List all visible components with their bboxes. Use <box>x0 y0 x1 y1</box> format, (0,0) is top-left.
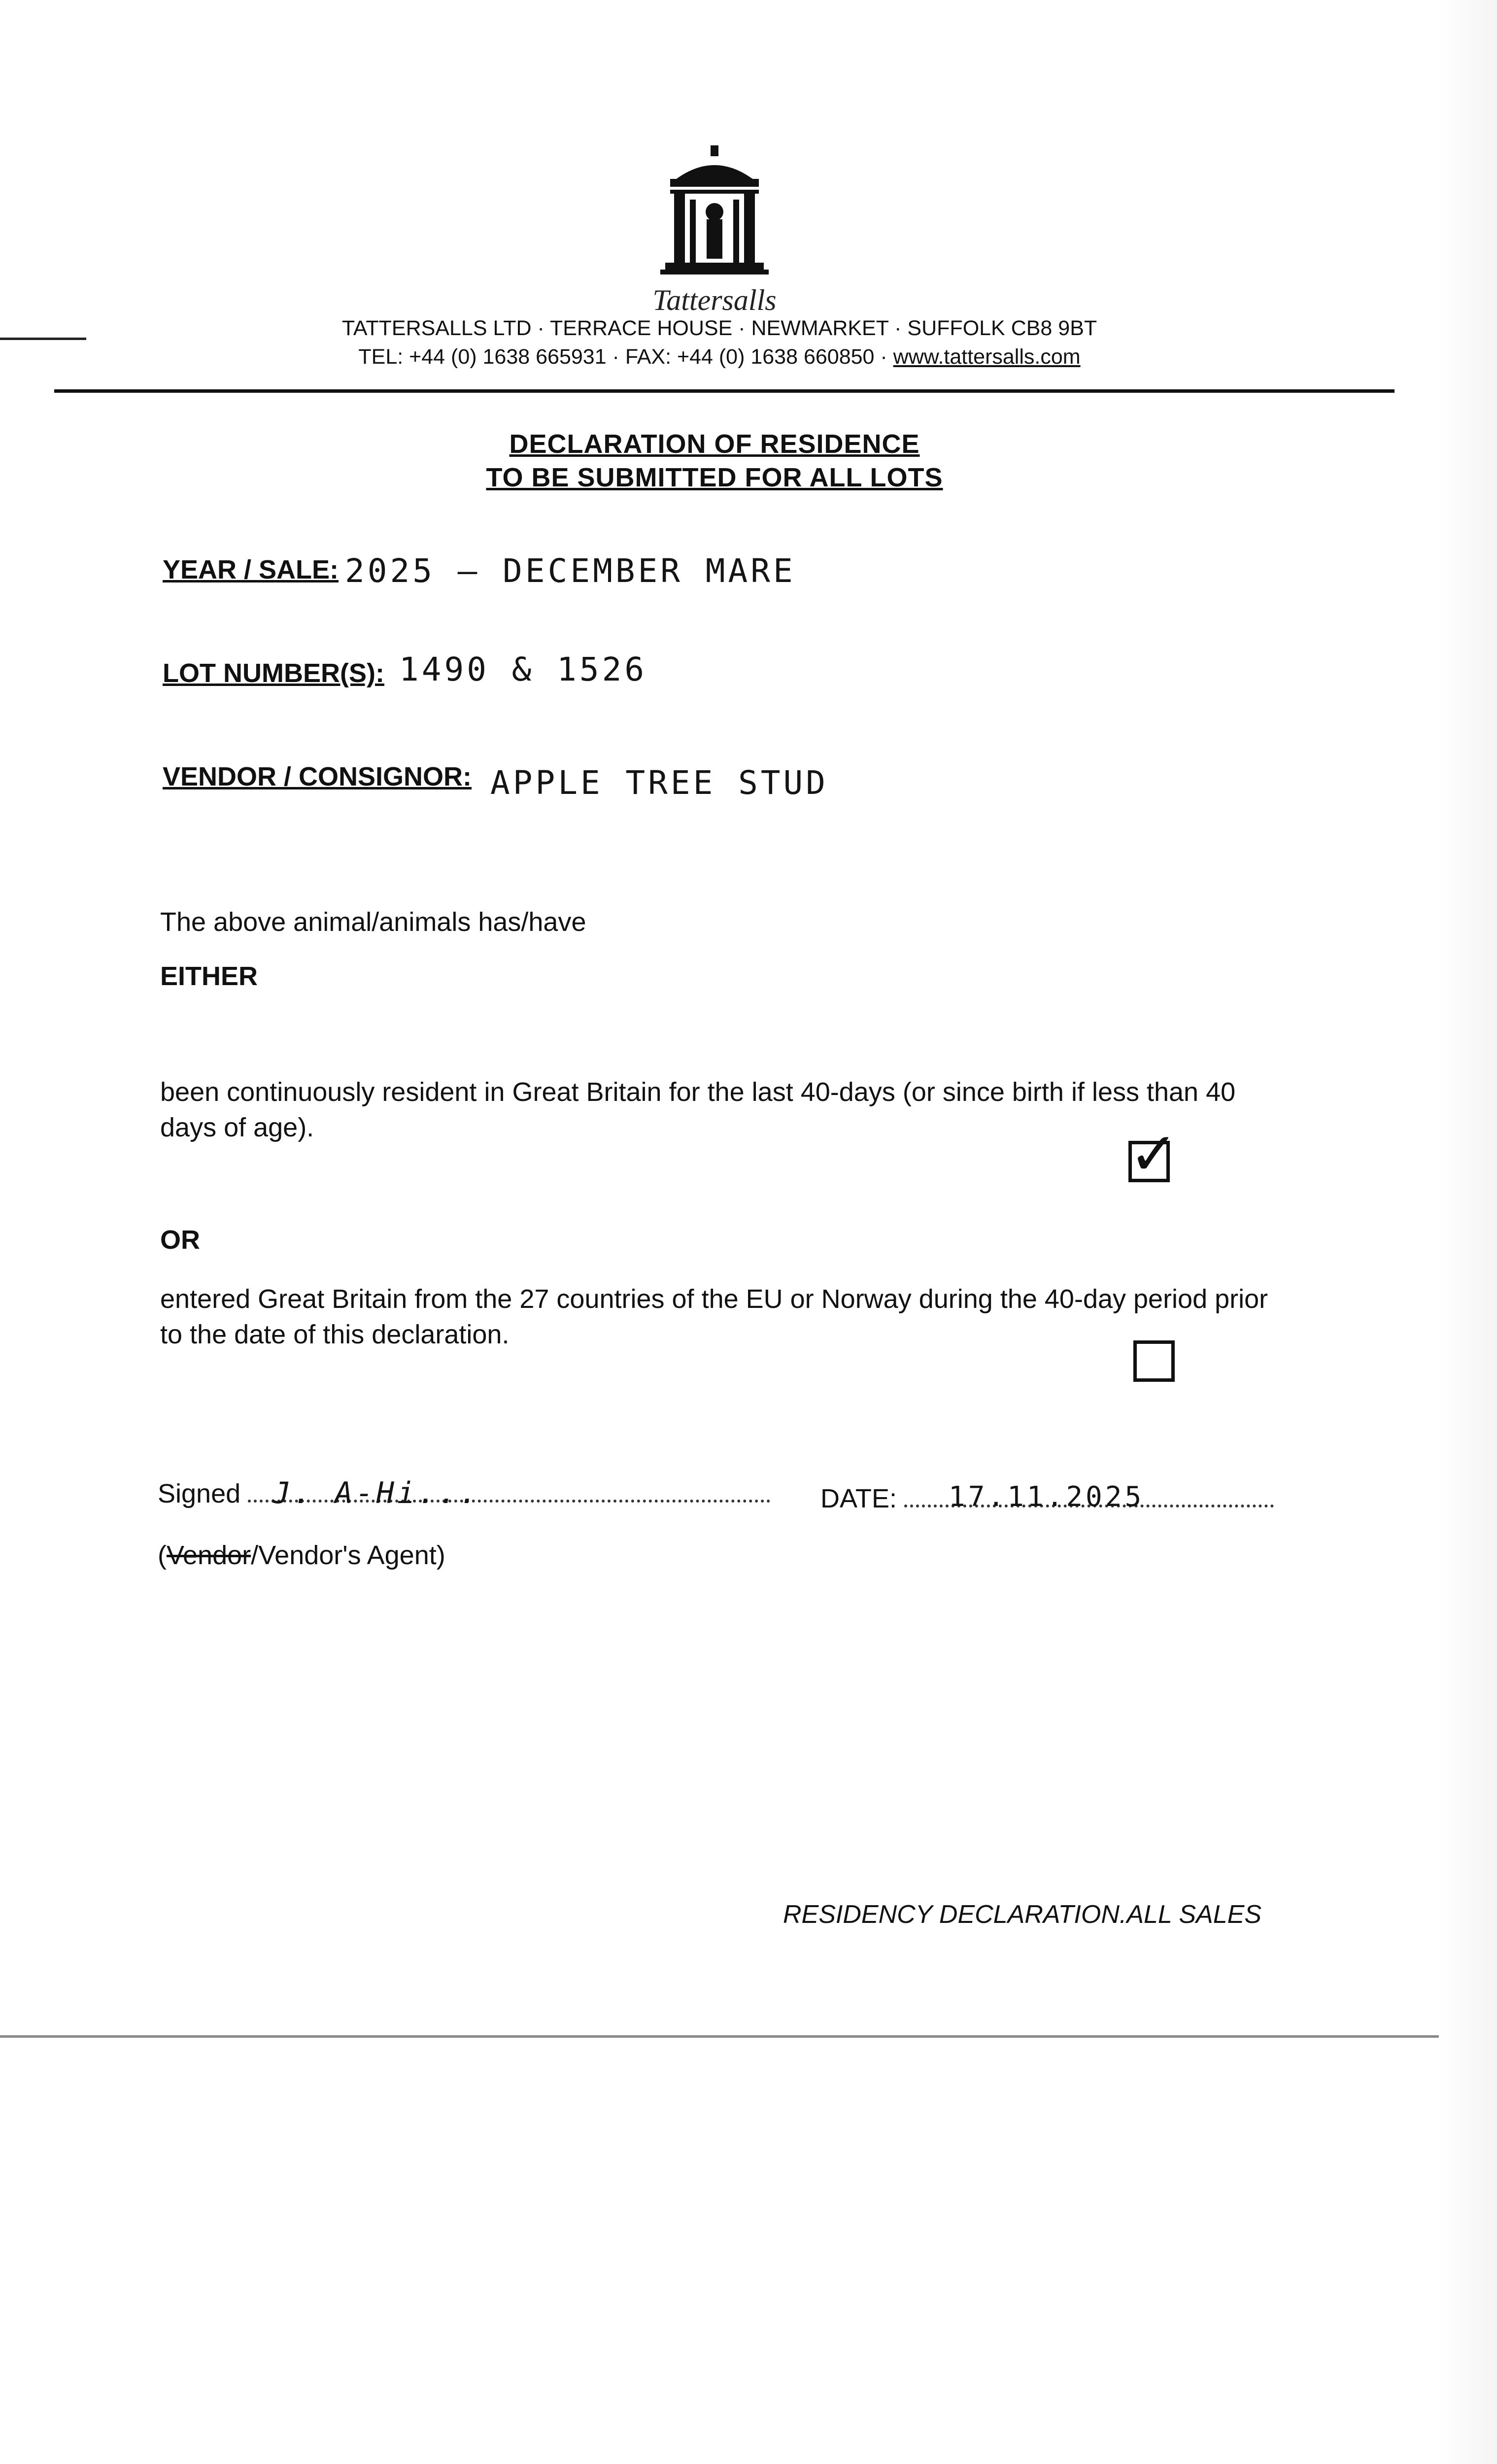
year-sale-label: YEAR / SALE: <box>163 555 339 584</box>
signature-value: J. A-Hi... <box>272 1476 480 1510</box>
year-sale-value[interactable]: 2025 – DECEMBER MARE <box>345 552 796 590</box>
document-title: DECLARATION OF RESIDENCE <box>509 429 920 459</box>
vendor-label: VENDOR / CONSIGNOR: <box>163 762 472 791</box>
company-contact <box>276 345 1163 369</box>
check-mark-icon: ✓ <box>1129 1121 1179 1187</box>
signed-label: Signed <box>158 1479 241 1508</box>
role-agent: /Vendor's Agent) <box>251 1540 445 1570</box>
date-label: DATE: <box>820 1484 897 1513</box>
footer-reference: RESIDENCY DECLARATION.ALL SALES <box>783 1900 1261 1929</box>
signature-line <box>158 1478 770 1509</box>
option-entered-checkbox[interactable] <box>1133 1340 1175 1382</box>
signatory-role <box>158 1540 445 1571</box>
contact-numbers: TEL: +44 (0) 1638 665931 · FAX: +44 (0) 1638 660850 · <box>358 345 893 369</box>
either-label: EITHER <box>160 961 258 991</box>
tattersalls-logo-icon <box>655 145 774 293</box>
company-address: TATTERSALLS LTD · TERRACE HOUSE · NEWMARKET · SUFFOLK CB8 9BT <box>341 316 1097 340</box>
date-value: 17.11.2025 <box>949 1481 1145 1513</box>
website-link[interactable]: www.tattersalls.com <box>893 345 1081 369</box>
document-subtitle: TO BE SUBMITTED FOR ALL LOTS <box>486 463 943 492</box>
option-resident-checkbox[interactable] <box>1128 1121 1179 1187</box>
option-entered-text: entered Great Britain from the 27 countries of the EU or Norway during the 40-day period prior to the date of this declaration. <box>160 1284 1268 1349</box>
signature-field[interactable] <box>248 1476 770 1510</box>
role-vendor-struck: Vendor <box>166 1540 251 1570</box>
vendor-value[interactable]: APPLE TREE STUD <box>490 764 829 802</box>
lot-number-label: LOT NUMBER(S): <box>163 658 384 688</box>
lot-number-value[interactable]: 1490 & 1526 <box>399 650 647 688</box>
option-resident-text: been continuously resident in Great Britain for the last 40-days (or since birth if less than 40 days of age). <box>160 1077 1236 1142</box>
page-bottom-edge <box>0 2035 1439 2038</box>
role-open-paren: ( <box>158 1540 167 1570</box>
margin-mark <box>0 338 86 340</box>
or-label: OR <box>160 1225 200 1255</box>
brand-name: Tattersalls <box>652 284 777 316</box>
intro-text: The above animal/animals has/have <box>160 907 586 937</box>
page-edge <box>1438 0 1497 2464</box>
date-line <box>820 1483 1274 1514</box>
date-field[interactable] <box>904 1481 1274 1513</box>
header-divider <box>54 389 1395 393</box>
